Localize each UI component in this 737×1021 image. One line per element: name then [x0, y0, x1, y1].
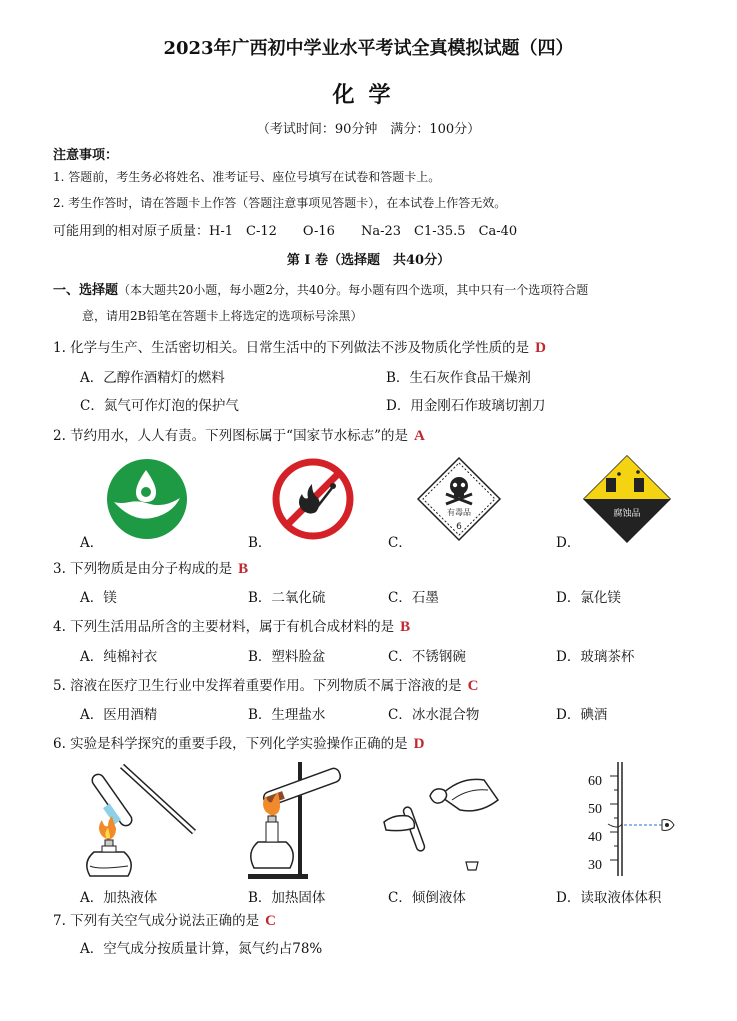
- toxic-substance-icon: [416, 456, 502, 542]
- option-a: A．乙醇作酒精灯的燃料: [80, 370, 225, 386]
- answer-mark: D: [413, 736, 425, 752]
- option-b: B．生石灰作食品干燥剂: [386, 370, 531, 386]
- option-d: D．读取液体体积: [556, 890, 662, 906]
- option-d: D．氯化镁: [556, 590, 621, 606]
- option-d: D．玻璃茶杯: [556, 649, 635, 665]
- section-title: 第 I 卷（选择题 共40分）: [286, 253, 451, 268]
- question-stem: 2. 节约用水，人人有责。下列图标属于“国家节水标志”的是 A: [53, 428, 425, 444]
- answer-mark: B: [400, 619, 411, 635]
- subject-title: 化学: [332, 82, 405, 108]
- question-stem: 1. 化学与生产、生活密切相关。日常生活中的下列做法不涉及物质化学性质的是 D: [53, 340, 547, 356]
- scale-tick-label: 30: [588, 858, 602, 873]
- option-c: C．氮气可作灯泡的保护气: [80, 398, 239, 414]
- answer-mark: B: [238, 561, 249, 577]
- option-b: B．加热固体: [248, 890, 326, 906]
- answer-mark: D: [535, 340, 547, 356]
- option-c: C．倾倒液体: [388, 890, 466, 906]
- answer-mark: C: [467, 678, 479, 694]
- option-d: D．: [556, 535, 581, 551]
- option-a: A．纯棉衬衣: [80, 649, 158, 665]
- scale-tick-label: 40: [588, 830, 602, 845]
- toxic-label: 有毒品: [447, 508, 471, 517]
- corrosive-substance-icon: [582, 454, 672, 544]
- page-title: 2023年广西初中学业水平考试全真模拟试题（四）: [163, 38, 574, 59]
- option-c: C．石墨: [388, 590, 439, 606]
- water-saving-icon: [106, 458, 188, 540]
- option-b: B．生理盐水: [248, 707, 326, 723]
- option-c: C．: [388, 535, 412, 551]
- option-d: D．用金刚石作玻璃切割刀: [386, 398, 546, 414]
- section-instructions-2: 意，请用2B铅笔在答题卡上将选定的选项标号涂黑）: [82, 309, 363, 323]
- section-heading: 一、选择题: [53, 283, 119, 298]
- option-a: A．空气成分按质量计算，氮气约占78%: [80, 941, 323, 957]
- scale-tick-label: 60: [588, 774, 602, 789]
- cylinder-scale-labels: [588, 768, 602, 880]
- question-stem: 4. 下列生活用品所含的主要材料，属于有机合成材料的是 B: [53, 619, 411, 635]
- option-a: A．: [80, 535, 104, 551]
- option-d: D．碘酒: [556, 707, 608, 723]
- option-a: A．加热液体: [80, 890, 158, 906]
- exam-info: （考试时间：90分钟 满分：100分）: [256, 122, 481, 137]
- toxic-class-number: 6: [456, 522, 462, 532]
- answer-mark: C: [265, 913, 277, 929]
- notice-item-2: 2. 考生作答时，请在答题卡上作答（答题注意事项见答题卡），在本试卷上作答无效。: [53, 196, 507, 210]
- scale-tick-label: 50: [588, 802, 602, 817]
- answer-mark: A: [413, 428, 425, 444]
- section-instructions-1: （本大题共20小题，每小题2分，共40分。每小题有四个选项，其中只有一个选项符合题: [118, 283, 589, 297]
- pouring-liquid-illustration: [380, 766, 520, 876]
- option-a: A．医用酒精: [80, 707, 158, 723]
- option-b: B．塑料脸盆: [248, 649, 326, 665]
- notice-heading: 注意事项：: [53, 148, 119, 163]
- option-a: A．镁: [80, 590, 117, 606]
- question-stem: 3. 下列物质是由分子构成的是 B: [53, 561, 249, 577]
- option-c: C．冰水混合物: [388, 707, 480, 723]
- notice-item-1: 1. 答题前，考生务必将姓名、准考证号、座位号填写在试卷和答题卡上。: [53, 170, 441, 184]
- heating-liquid-illustration: [78, 758, 208, 880]
- question-stem: 6. 实验是科学探究的重要手段，下列化学实验操作正确的是 D: [53, 736, 425, 752]
- atomic-masses: 可能用到的相对原子质量：H-1 C-12 O-16 Na-23 C1-35.5 Ca-40: [53, 224, 518, 239]
- option-b: B．二氧化硫: [248, 590, 326, 606]
- option-b: B．: [248, 535, 272, 551]
- heating-solid-illustration: [240, 756, 360, 880]
- corrosive-label: 腐蚀品: [613, 509, 641, 519]
- question-stem: 5. 溶液在医疗卫生行业中发挥着重要作用。下列物质不属于溶液的是 C: [53, 678, 479, 694]
- no-fire-icon: [272, 458, 354, 540]
- question-stem: 7. 下列有关空气成分说法正确的是 C: [53, 913, 277, 929]
- option-c: C．不锈钢碗: [388, 649, 466, 665]
